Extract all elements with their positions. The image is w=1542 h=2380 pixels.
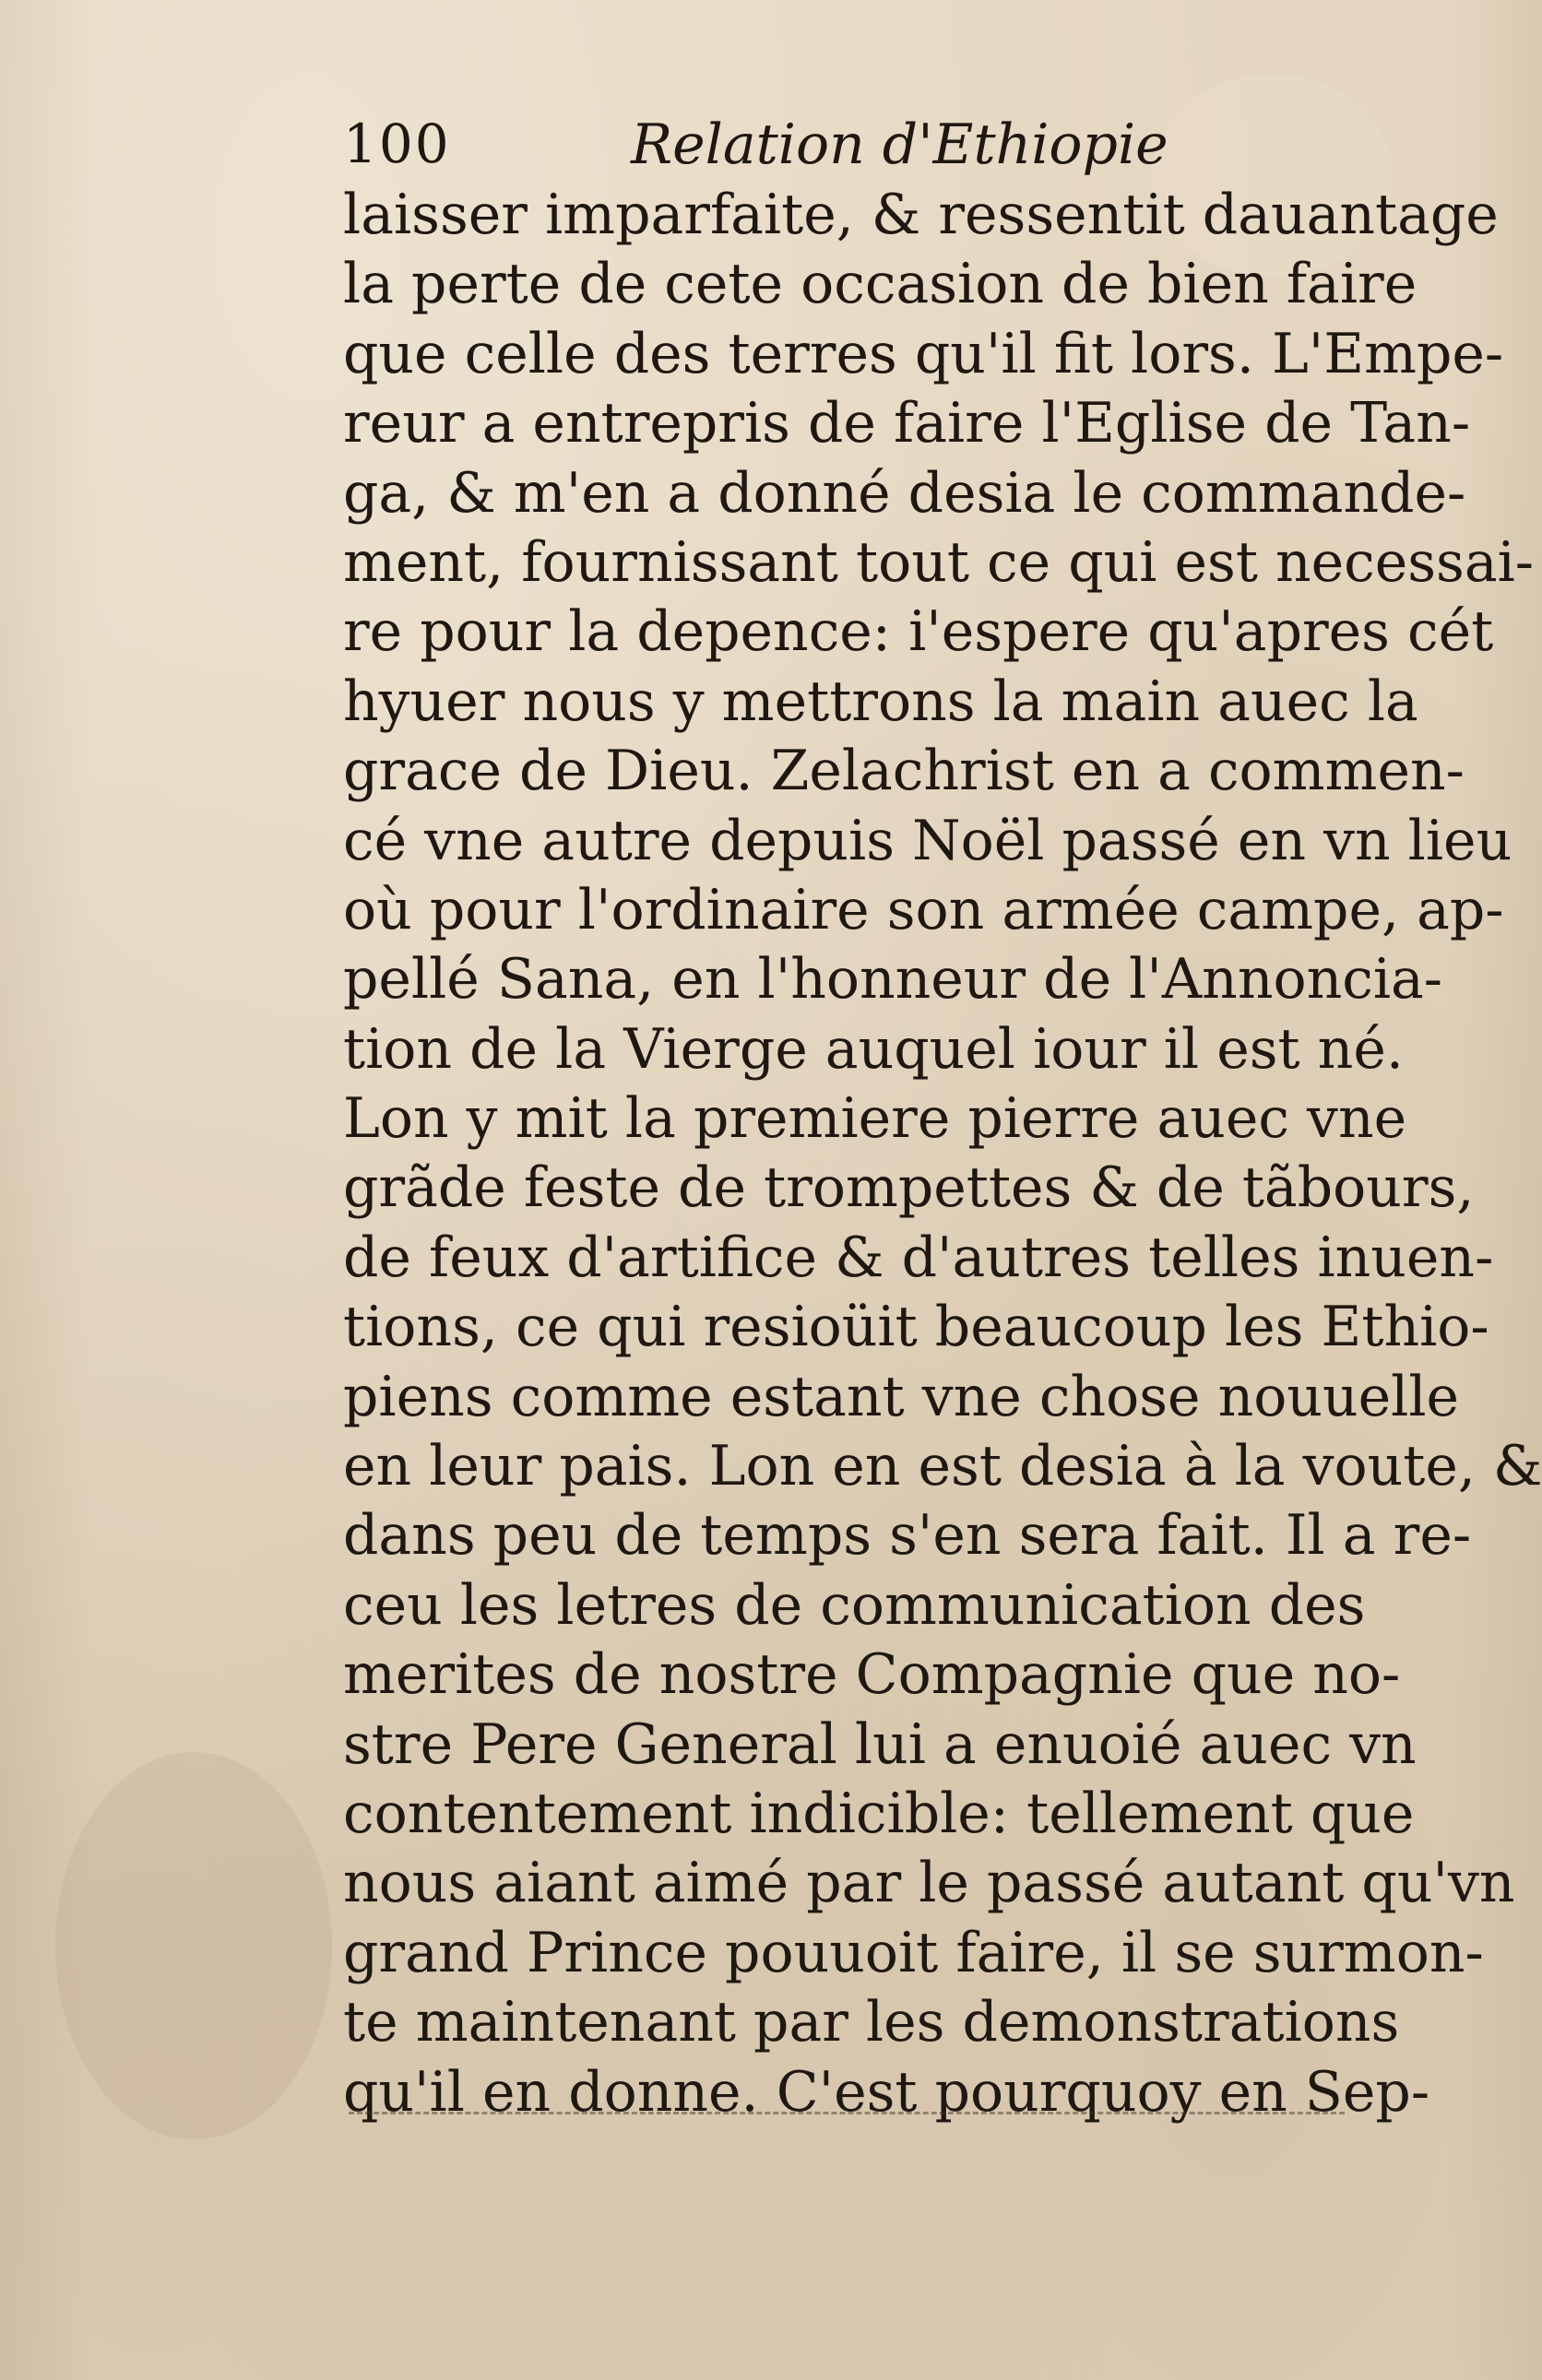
text-line: reur a entrepris de faire l'Eglise de Tan-	[343, 391, 1471, 456]
running-title: Relation d'Ethiopie	[631, 112, 1168, 177]
text-line: en leur pais. Lon en est desia à la voute, &	[343, 1434, 1542, 1499]
text-line: re pour la depence: i'espere qu'apres cét	[343, 599, 1494, 665]
text-line: la perte de cete occasion de bien faire	[343, 252, 1417, 317]
text-line: ga, & m'en a donné desia le commande-	[343, 460, 1466, 526]
text-line: tion de la Vierge auquel iour il est né.	[343, 1016, 1404, 1082]
bottom-rule	[349, 2112, 1345, 2114]
text-line: ceu les letres de communication des	[343, 1572, 1366, 1638]
text-line: Lon y mit la premiere pierre auec vne	[343, 1086, 1407, 1152]
text-line: nous aiant aimé par le passé autant qu'vn	[343, 1851, 1515, 1916]
text-line: hyuer nous y mettrons la main auec la	[343, 669, 1418, 734]
paper-stain	[55, 1752, 332, 2139]
text-line: dans peu de temps s'en sera fait. Il a re-	[343, 1503, 1472, 1569]
page-number: 100	[343, 112, 451, 175]
text-line: tions, ce qui resioüit beaucoup les Ethio-	[343, 1295, 1489, 1360]
text-line: cé vne autre depuis Noël passé en vn lieu	[343, 808, 1512, 873]
text-line: qu'il en donne. C'est pourquoy en Sep-	[343, 2059, 1430, 2125]
text-line: de feux d'artifice & d'autres telles inuen-	[343, 1225, 1494, 1290]
text-line: grace de Dieu. Zelachrist en a commen-	[343, 739, 1465, 804]
body-text	[343, 181, 1542, 2127]
text-line: pellé Sana, en l'honneur de l'Annoncia-	[343, 947, 1443, 1012]
text-line: piens comme estant vne chose nouuelle	[343, 1364, 1460, 1429]
text-line: ment, fournissant tout ce qui est necessai-	[343, 529, 1535, 595]
text-line: laisser imparfaite, & ressentit dauantage	[343, 183, 1499, 247]
text-line: te maintenant par les demonstrations	[343, 1990, 1400, 2055]
text-line: que celle des terres qu'il fit lors. L'Empe-	[343, 321, 1504, 386]
text-line: grand Prince pouuoit faire, il se surmon-	[343, 1920, 1484, 1985]
text-line: où pour l'ordinaire son armée campe, ap-	[343, 877, 1504, 942]
running-head	[343, 103, 1358, 177]
text-line: grãde feste de trompettes & de tãbours,	[343, 1155, 1475, 1221]
text-line: stre Pere General lui a enuoié auec vn	[343, 1711, 1417, 1777]
text-line: contentement indicible: tellement que	[343, 1781, 1415, 1846]
text-line: merites de nostre Compagnie que no-	[343, 1642, 1401, 1708]
